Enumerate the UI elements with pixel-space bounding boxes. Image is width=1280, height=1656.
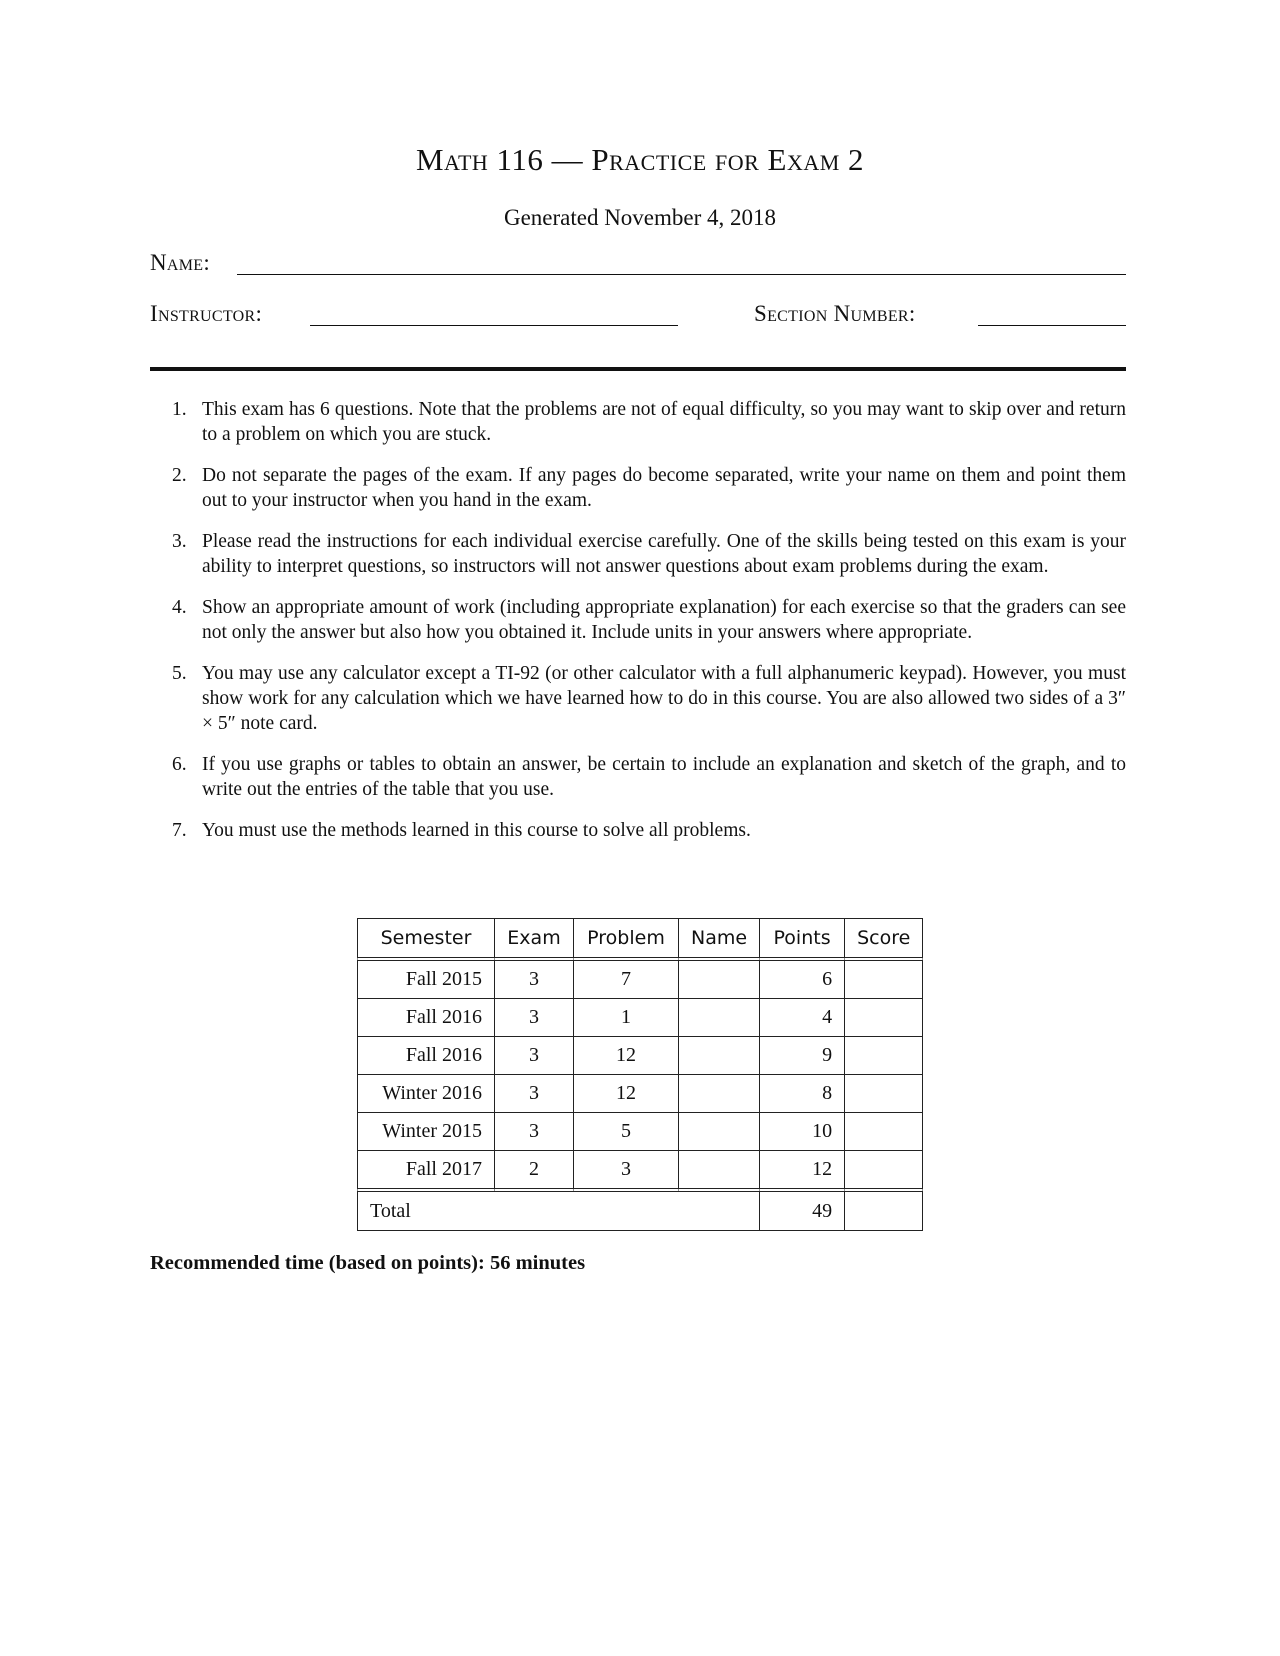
table-row [357,1151,923,1192]
instructor-field-line[interactable] [310,325,678,326]
instruction-number: 4. [172,597,187,618]
name-label: Name: [150,250,211,275]
name-field-line[interactable] [237,274,1126,275]
points-cell: 4 [760,999,845,1037]
instruction-item [150,463,1126,513]
table-row [357,961,923,999]
header-divider [150,367,1126,371]
instruction-item [150,818,1126,843]
instruction-item [150,397,1126,447]
instructions-list [150,397,1126,859]
instruction-text: If you use graphs or tables to obtain an answer, be certain to include an explanation and sketch of the graph, and to write out the entries of the table that you use. [202,754,1126,800]
points-cell: 8 [760,1075,845,1113]
semester-cell: Winter 2015 [357,1113,495,1151]
exam-cell: 3 [495,1037,574,1075]
semester-cell: Fall 2016 [357,999,495,1037]
score-cell[interactable] [845,1075,923,1113]
semester-cell: Fall 2017 [357,1151,495,1192]
semester-cell: Fall 2016 [357,1037,495,1075]
problem-cell: 12 [574,1075,679,1113]
problem-cell: 3 [574,1151,679,1192]
page-title: Math 116 — Practice for Exam 2 [415,142,865,177]
table-row [357,1113,923,1151]
instruction-item [150,529,1126,579]
instruction-number: 6. [172,754,187,775]
total-label: Total [357,1192,760,1231]
problem-cell: 5 [574,1113,679,1151]
table-row [357,1075,923,1113]
column-header-name: Name [679,918,760,961]
generated-date: Generated November 4, 2018 [503,205,777,230]
section-number-label: Section Number: [754,301,916,326]
instruction-text: Do not separate the pages of the exam. If any pages do become separated, write your name on them and point them out to your instructor when you hand in the exam. [202,465,1126,511]
points-cell: 10 [760,1113,845,1151]
instruction-text: You must use the methods learned in this course to solve all problems. [202,820,751,841]
semester-cell: Winter 2016 [357,1075,495,1113]
section-number-field-line[interactable] [978,325,1126,326]
name-cell [679,1151,760,1192]
column-header-semester: Semester [357,918,495,961]
problem-cell: 7 [574,961,679,999]
score-cell[interactable] [845,961,923,999]
table-header-row [357,918,923,961]
exam-cell: 3 [495,1075,574,1113]
instruction-item [150,595,1126,645]
instruction-item [150,752,1126,802]
total-points-cell: 49 [760,1192,845,1231]
column-header-problem: Problem [574,918,679,961]
instruction-text: Please read the instructions for each individual exercise carefully. One of the skills being tested on this exam is your ability to interpret questions, so instructors will not answer questions about exam problems during the exam. [202,531,1126,577]
instruction-number: 7. [172,820,187,841]
instruction-number: 5. [172,663,187,684]
exam-cell: 3 [495,1113,574,1151]
points-cell: 12 [760,1151,845,1192]
problem-cell: 1 [574,999,679,1037]
instruction-item [150,661,1126,736]
table-row [357,1037,923,1075]
total-score-cell[interactable] [845,1192,923,1231]
name-cell [679,1075,760,1113]
instruction-number: 1. [172,399,187,420]
column-header-exam: Exam [495,918,574,961]
column-header-score: Score [845,918,923,961]
score-cell[interactable] [845,1151,923,1192]
instruction-text: This exam has 6 questions. Note that the problems are not of equal difficulty, so you may want to skip over and return to a problem on which you are stuck. [202,399,1126,445]
total-row [357,1192,923,1231]
name-cell [679,1037,760,1075]
name-cell [679,1113,760,1151]
score-cell[interactable] [845,1113,923,1151]
name-cell [679,961,760,999]
semester-cell: Fall 2015 [357,961,495,999]
table-row [357,999,923,1037]
instruction-text: You may use any calculator except a TI-92 (or other calculator with a full alphanumeric keypad). However, you must show work for any calculation which we have learned how to do in this course. You are also allowed two sides of a 3″ × 5″ note card. [202,663,1126,734]
instruction-text: Show an appropriate amount of work (including appropriate explanation) for each exercise so that the graders can see not only the answer but also how you obtained it. Include units in your answers where appropriate. [202,597,1126,643]
exam-cell: 2 [495,1151,574,1192]
exam-cell: 3 [495,961,574,999]
exam-cell: 3 [495,999,574,1037]
recommended-time: Recommended time (based on points): 56 minutes [150,1252,586,1274]
problem-cell: 12 [574,1037,679,1075]
points-cell: 9 [760,1037,845,1075]
score-cell[interactable] [845,1037,923,1075]
instruction-number: 3. [172,531,187,552]
instructor-label: Instructor: [150,301,263,326]
instruction-number: 2. [172,465,187,486]
points-cell: 6 [760,961,845,999]
column-header-points: Points [760,918,845,961]
problem-score-table [357,918,923,1231]
score-cell[interactable] [845,999,923,1037]
name-cell [679,999,760,1037]
